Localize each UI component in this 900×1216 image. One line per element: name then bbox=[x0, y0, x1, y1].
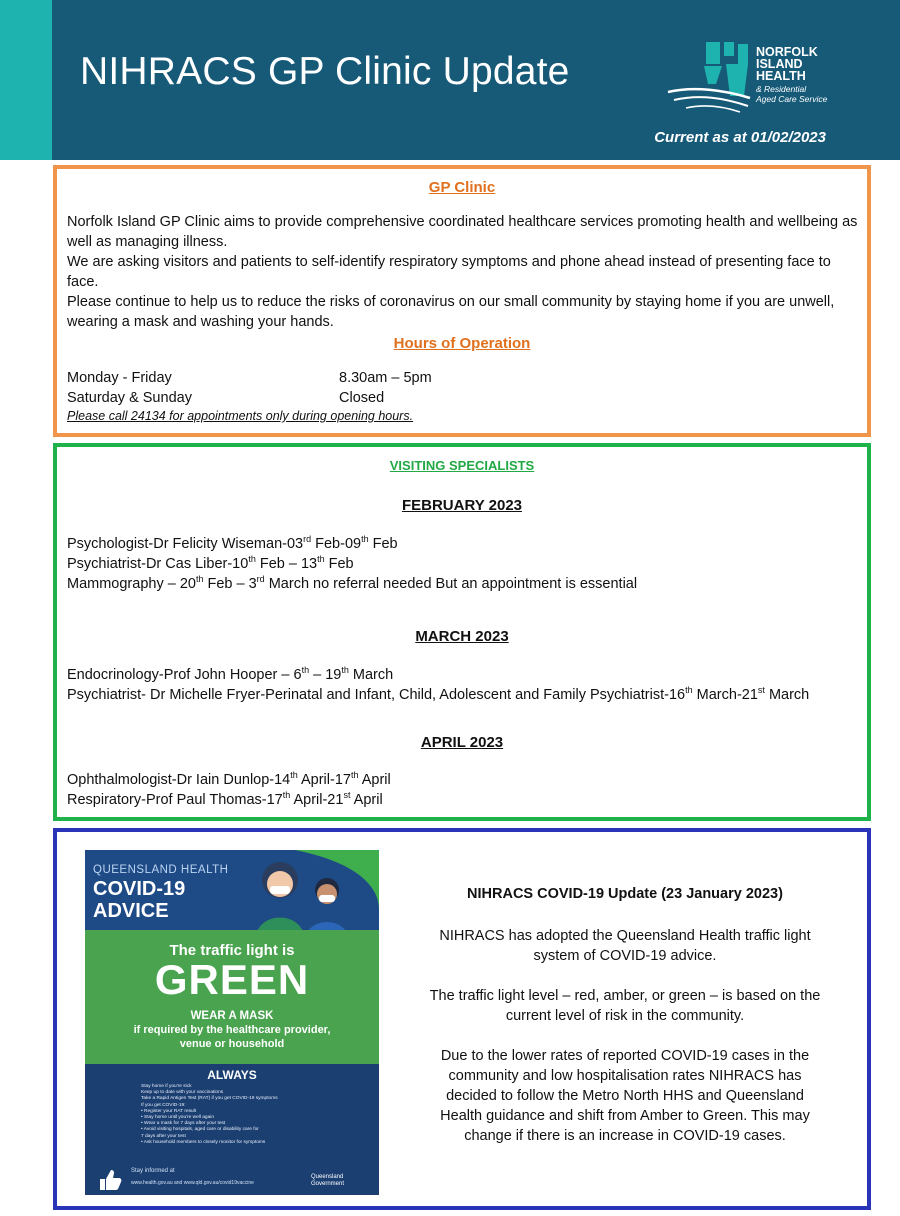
covid-paragraph: NIHRACS has adopted the Queensland Health traffic light system of COVID-19 advice. bbox=[439, 928, 811, 964]
poster-traffic-light-label: The traffic light is bbox=[169, 942, 295, 959]
poster-links: www.health.gov.au and www.qld.gov.au/covid19vaccine bbox=[131, 1180, 254, 1186]
visiting-specialists-heading: VISITING SPECIALISTS bbox=[389, 458, 535, 473]
logo-text: NORFOLK ISLAND HEALTH bbox=[756, 45, 818, 83]
poster-title: COVID-19 ADVICE bbox=[93, 878, 186, 922]
gp-clinic-description: Norfolk Island GP Clinic aims to provide comprehensive coordinated healthcare services promoting health and wellbeing as well as managing illness. We are asking visitors and patients to self-identify respiratory symptoms and phone ahead instead of presenting face to face. Please continue to help us to reduce the risks of coronavirus on our small community by staying home if you are unwell, wearing a mask and washing your hands. bbox=[67, 214, 858, 330]
hours-days-weekdays: Monday - Friday bbox=[67, 370, 172, 386]
gp-clinic-heading: GP Clinic bbox=[428, 179, 496, 196]
hours-of-operation-heading: Hours of Operation bbox=[393, 335, 531, 352]
specialist-entry: Mammography – 20th Feb – 3rd March no referral needed But an appointment is essential bbox=[67, 574, 638, 592]
norfolk-island-health-logo bbox=[664, 40, 844, 118]
poster-always-list: Stay home if you're sick Keep up to date with your vaccinations Take a Rapid Antigen Test (RAT) if you get COVID-19 symptoms If you get COVID-19: • Register your RAT result • Stay home until you're well again • Wear a mask for 7 days after your test • Avoid visiting hospitals, aged care or disability care for 7 days after your test • Ask household members to closely monitor for symptoms bbox=[141, 1084, 278, 1145]
poster-footer bbox=[85, 1164, 379, 1195]
poster-wear-mask: WEAR A MASK bbox=[190, 1010, 274, 1022]
hours-days-weekend: Saturday & Sunday bbox=[67, 390, 192, 406]
poster-wear-mask-sub-2: venue or household bbox=[179, 1038, 285, 1050]
appointments-note: Please call 24134 for appointments only during opening hours. bbox=[67, 409, 414, 423]
covid-paragraph: Due to the lower rates of reported COVID-19 cases in the community and low hospitalisation rates NIHRACS has decided to follow the Metro North HHS and Queensland Health guidance and shift from Amber to Green. This may change if there is an increase in COVID-19 cases. bbox=[440, 1048, 810, 1144]
specialist-entry: Endocrinology-Prof John Hooper – 6th – 19th March bbox=[67, 665, 394, 683]
queensland-government-logo: Queensland Government bbox=[311, 1174, 345, 1187]
page-header bbox=[0, 0, 900, 160]
gp-clinic-section bbox=[53, 165, 871, 437]
current-as-at-date: Current as at 01/02/2023 bbox=[654, 129, 826, 146]
hours-time-weekdays: 8.30am – 5pm bbox=[339, 370, 432, 386]
specialist-entry: Respiratory-Prof Paul Thomas-17th April-21st April bbox=[67, 790, 383, 808]
specialist-entry: Psychiatrist- Dr Michelle Fryer-Perinatal and Infant, Child, Adolescent and Family Psychiatrist-16th March-21st March bbox=[67, 685, 810, 703]
covid-update-section bbox=[53, 828, 871, 1210]
logo-subtext: & Residential Aged Care Service bbox=[756, 84, 828, 104]
specialist-entry: Psychologist-Dr Felicity Wiseman-03rd Feb-09th Feb bbox=[67, 534, 398, 552]
poster-stay-informed: Stay informed at bbox=[131, 1168, 175, 1174]
specialist-entry: Psychiatrist-Dr Cas Liber-10th Feb – 13th Feb bbox=[67, 554, 354, 572]
poster-wear-mask-sub-1: if required by the healthcare provider, bbox=[133, 1024, 331, 1036]
poster-traffic-level: GREEN bbox=[154, 956, 310, 1003]
specialist-entry: Ophthalmologist-Dr Iain Dunlop-14th April-17th April bbox=[67, 770, 391, 788]
covid-paragraph: The traffic light level – red, amber, or green – is based on the current level of risk in the community. bbox=[429, 988, 821, 1024]
month-heading-march: MARCH 2023 bbox=[415, 628, 509, 645]
covid-update-title: NIHRACS COVID-19 Update (23 January 2023) bbox=[467, 886, 783, 902]
hours-time-weekend: Closed bbox=[339, 390, 385, 406]
month-heading-april: APRIL 2023 bbox=[420, 734, 504, 751]
poster-org-label: QUEENSLAND HEALTH bbox=[93, 864, 229, 876]
poster-always-heading: ALWAYS bbox=[207, 1068, 257, 1082]
header-accent-strip bbox=[0, 0, 52, 160]
covid-advice-poster bbox=[85, 850, 379, 1195]
month-heading-february: FEBRUARY 2023 bbox=[401, 497, 523, 514]
healthcare-workers-illustration-icon bbox=[235, 850, 379, 940]
thumbs-up-icon bbox=[97, 1168, 123, 1192]
page-title: NIHRACS GP Clinic Update bbox=[80, 50, 570, 93]
visiting-specialists-section bbox=[53, 443, 871, 821]
wave-logo-icon bbox=[664, 40, 754, 118]
